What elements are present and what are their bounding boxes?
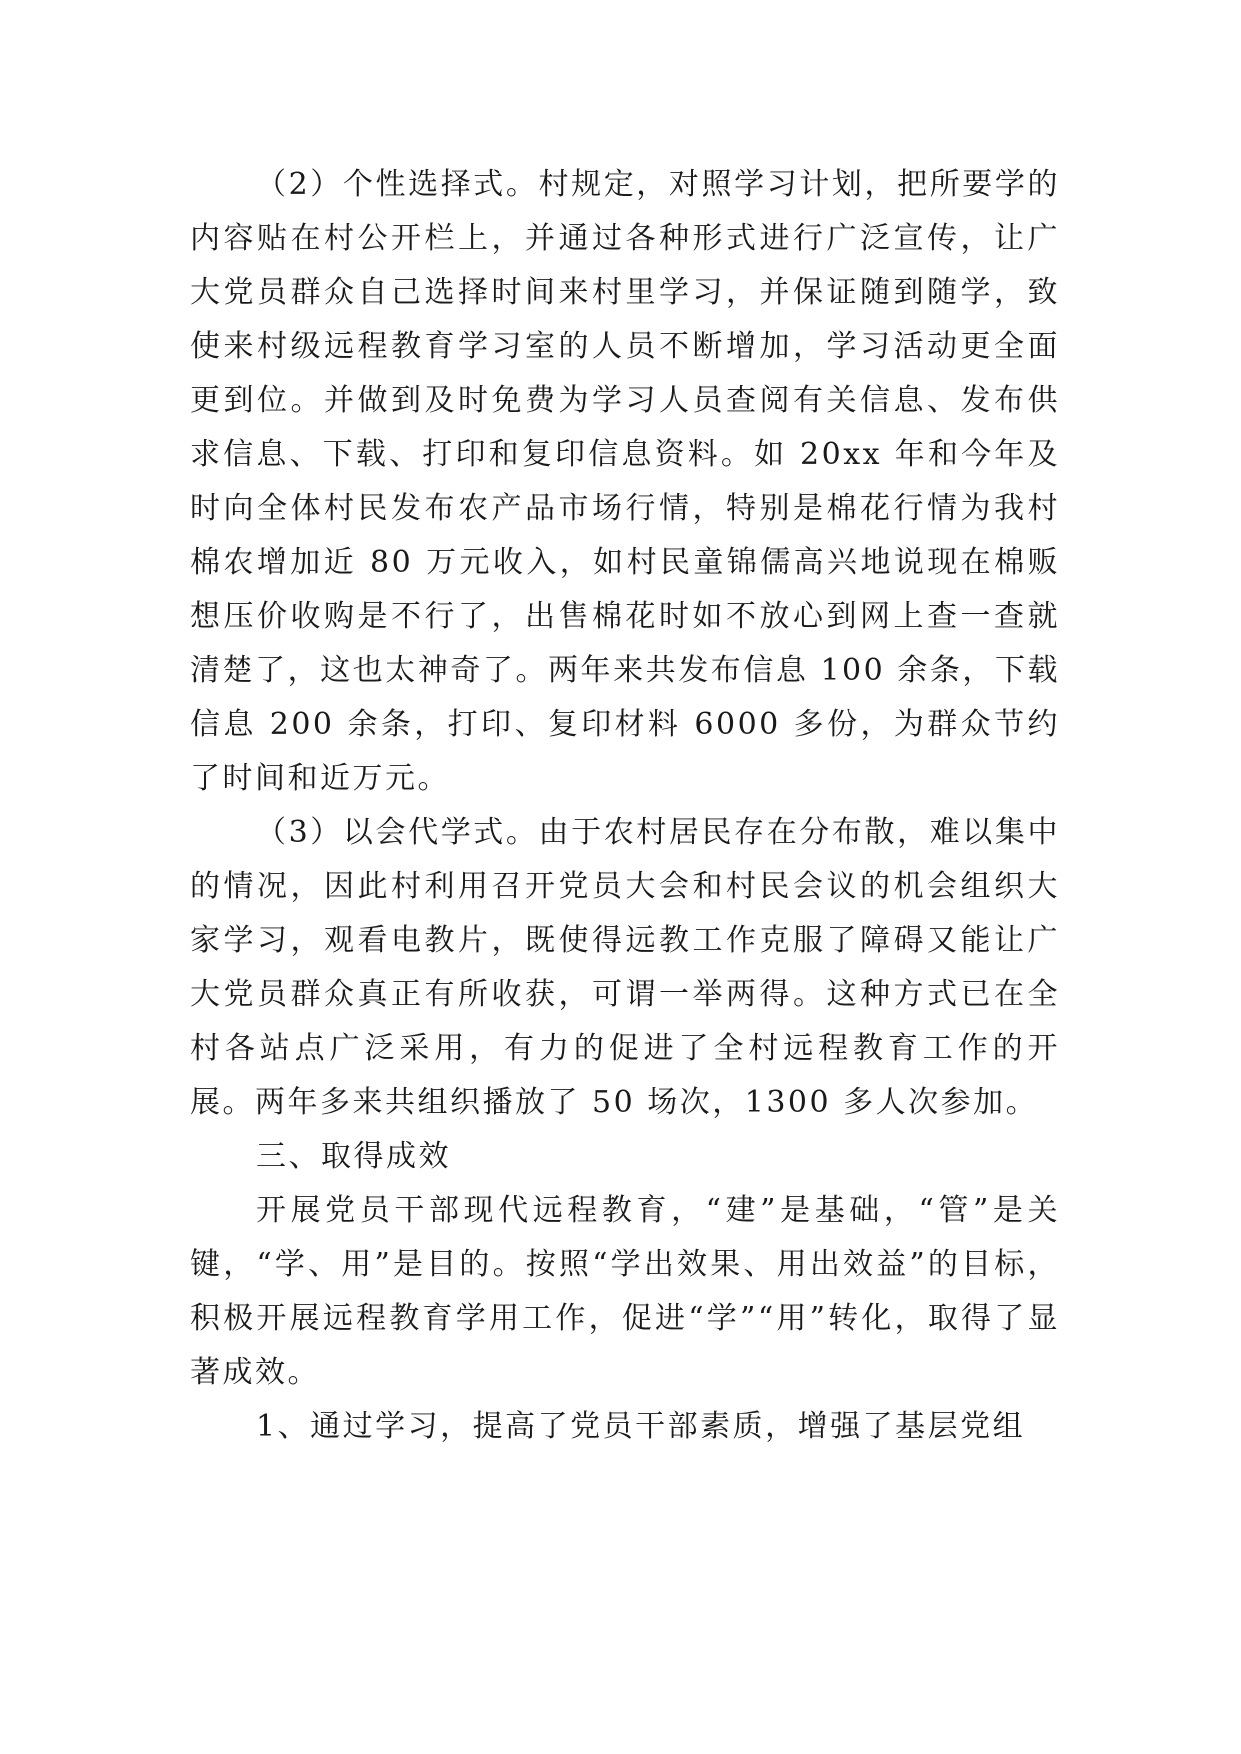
paragraph-personal-choice: （2）个性选择式。村规定，对照学习计划，把所要学的内容贴在村公开栏上，并通过各种形式进行广泛宣传，让广大党员群众自己选择时间来村里学习，并保证随到随学，致使来村级远程教育学习室的人员不断增加，学习活动更全面更到位。并做到及时免费为学习人员查阅有关信息、发布供求信息、下载、打印和复印信息资料。如 20xx 年和今年及时向全体村民发布农产品市场行情，特别是棉花行情为我村棉农增加近 80 万元收入，如村民童锦儒高兴地说现在棉贩想压价收购是不行了，出售棉花时如不放心到网上查一查就清楚了，这也太神奇了。两年来共发布信息 100 余条，下载信息 200 余条，打印、复印材料 6000 多份，为群众节约了时间和近万元。 bbox=[190, 167, 1060, 796]
paragraph-item-1: 1、通过学习，提高了党员干部素质，增强了基层党组 bbox=[256, 1409, 1026, 1444]
section-heading-results: 三、取得成效 bbox=[256, 1139, 451, 1174]
paragraph-meeting-study: （3）以会代学式。由于农村居民存在分布散，难以集中的情况，因此村利用召开党员大会和村民会议的机会组织大家学习，观看电教片，既使得远教工作克服了障碍又能让广大党员群众真正有所收获，可谓一举两得。这种方式已在全村各站点广泛采用，有力的促进了全村远程教育工作的开展。两年多来共组织播放了 50 场次，1300 多人次参加。 bbox=[190, 815, 1060, 1120]
document-body bbox=[190, 158, 1060, 1454]
paragraph-results-intro: 开展党员干部现代远程教育，“建”是基础，“管”是关键，“学、用”是目的。按照“学出效果、用出效益”的目标，积极开展远程教育学用工作，促进“学”“用”转化，取得了显著成效。 bbox=[190, 1193, 1060, 1390]
